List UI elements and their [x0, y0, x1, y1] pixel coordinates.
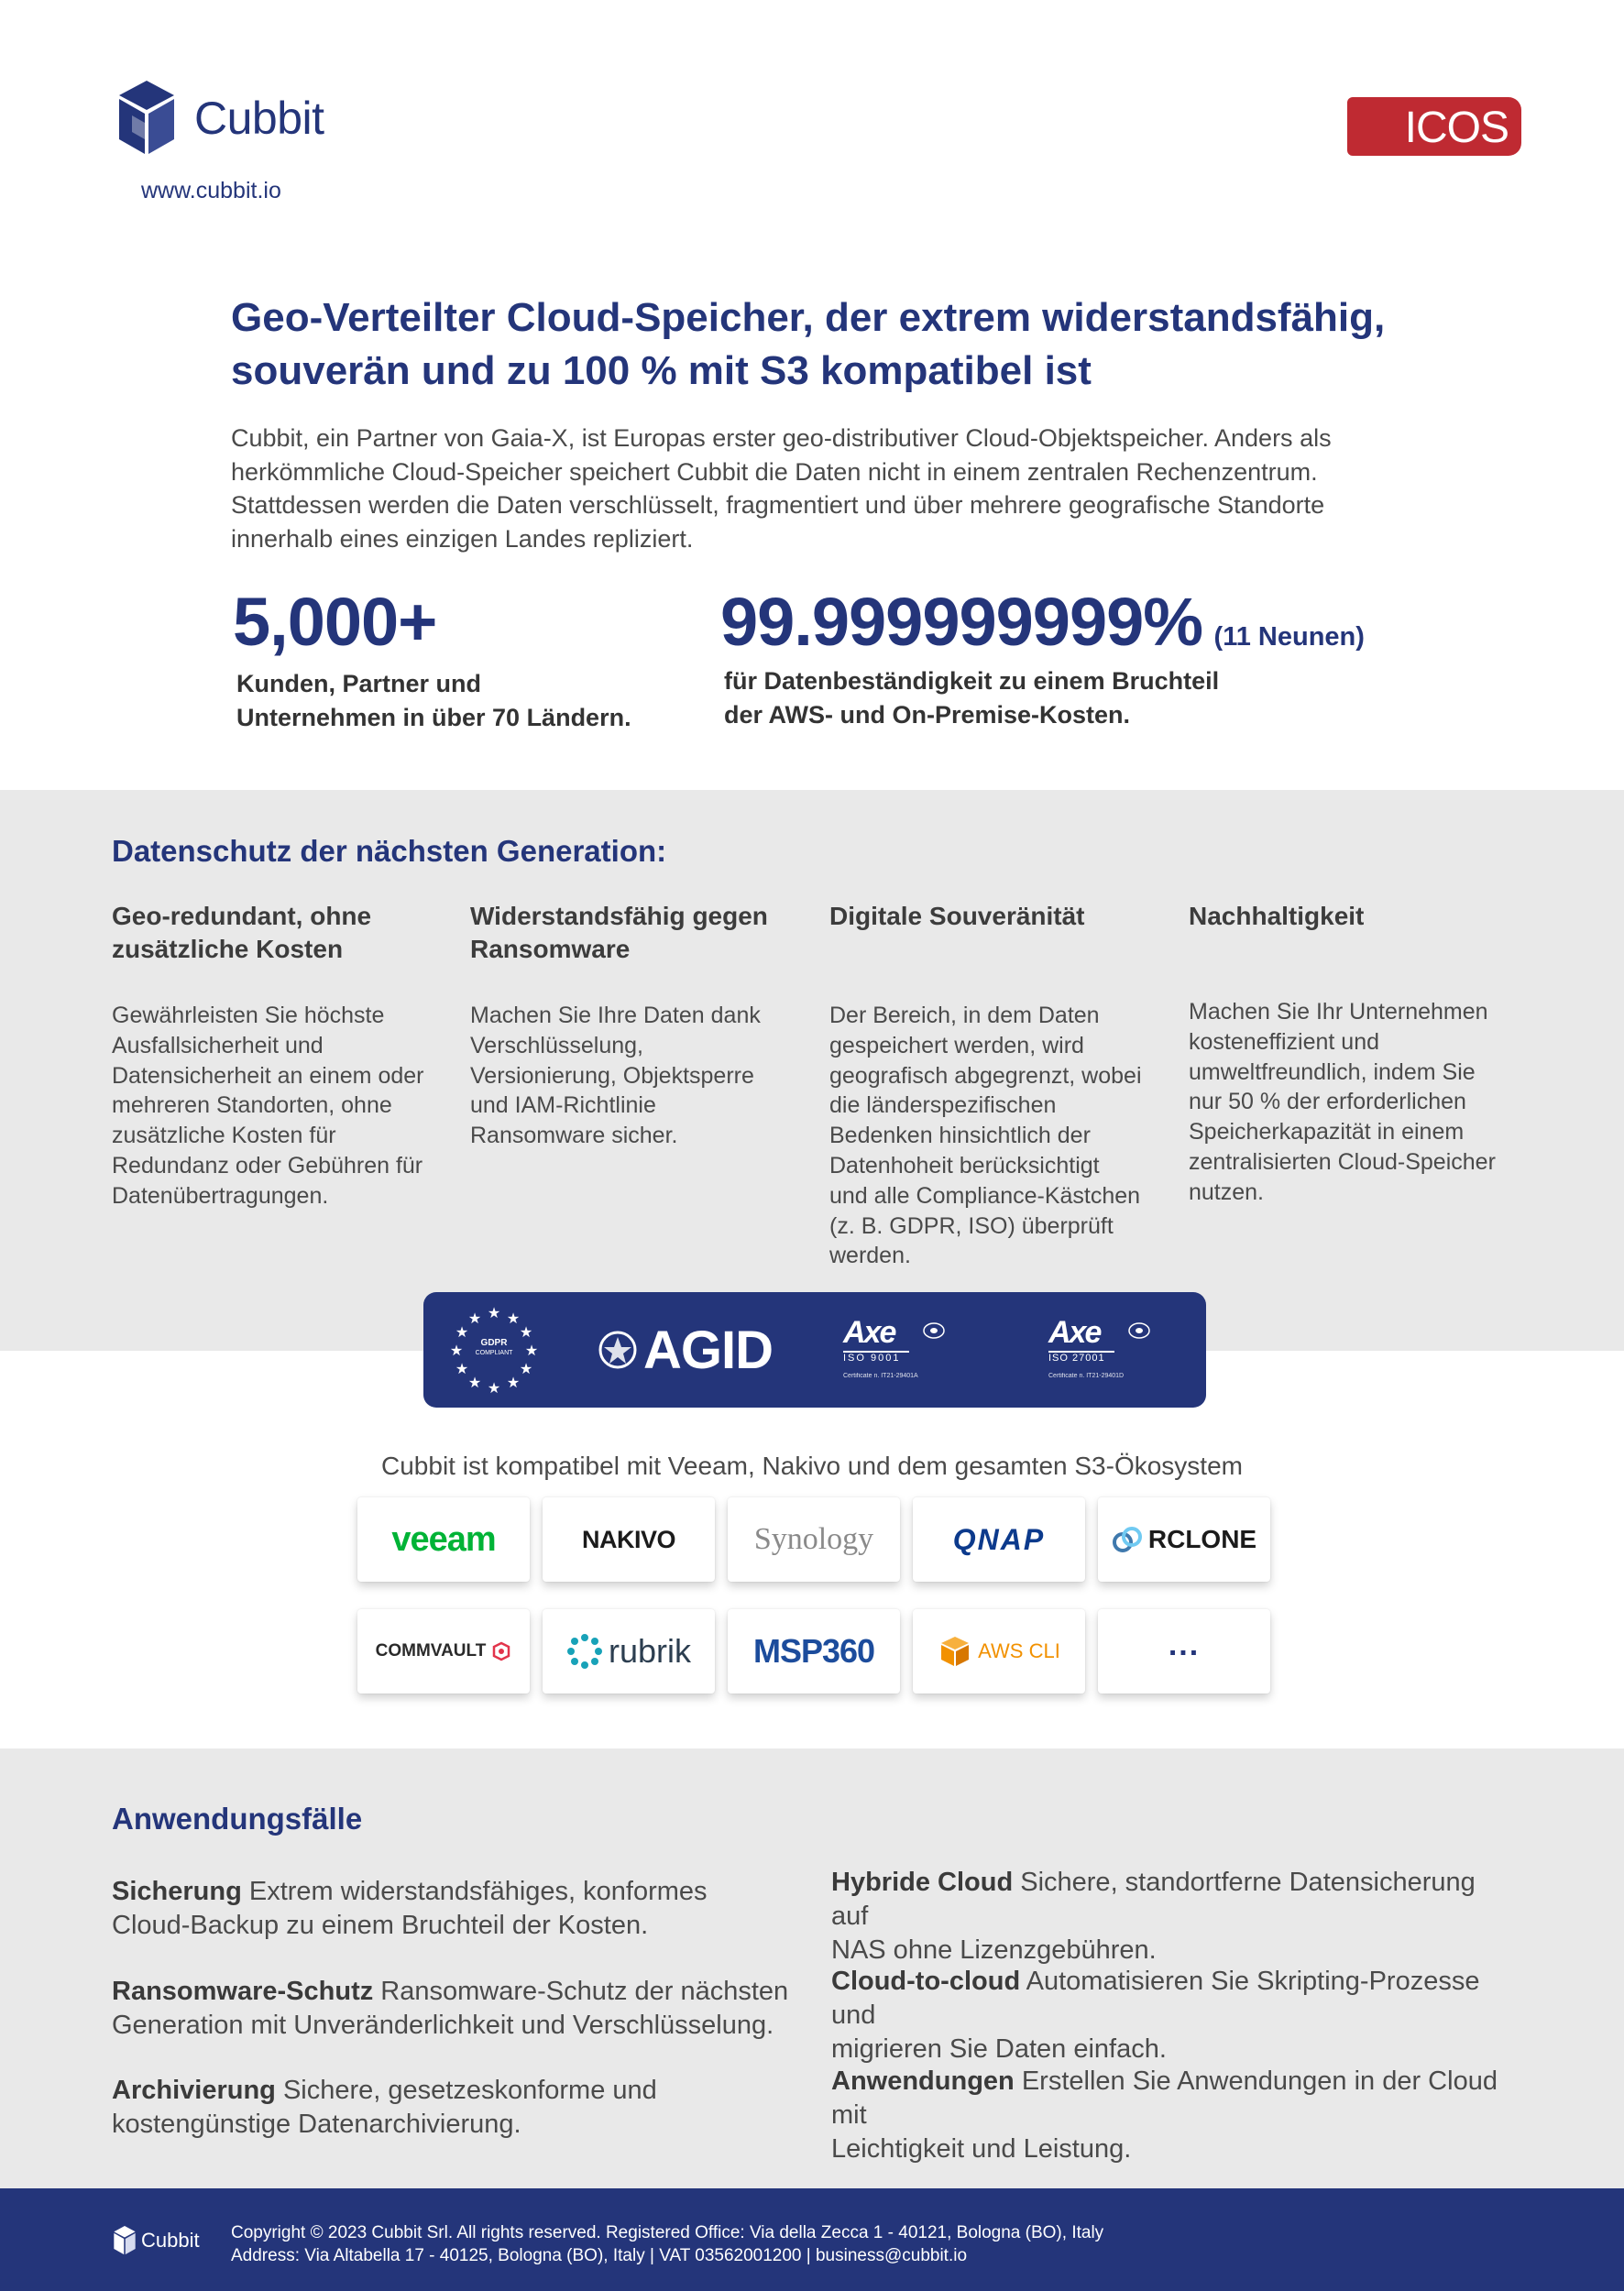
feature-body-line: umweltfreundlich, indem Sie	[1189, 1058, 1476, 1085]
use-case-text: Ransomware-Schutz der nächsten	[380, 1977, 789, 2006]
feature-body-line: mehreren Standorten, ohne	[112, 1092, 392, 1119]
feature-body-line: werden.	[829, 1243, 911, 1269]
footer-logo	[112, 2225, 203, 2262]
stat-caption-line: Unternehmen in über 70 Ländern.	[236, 704, 631, 731]
feature-body	[1189, 997, 1514, 1208]
intro-paragraph	[231, 422, 1422, 555]
commvault-logo	[357, 1609, 530, 1694]
use-case-text: Leichtigkeit und Leistung.	[831, 2134, 1132, 2164]
brand-name: Cubbit	[194, 93, 324, 144]
logo-text: NAKIVO	[581, 1525, 675, 1553]
commvault-icon	[491, 1641, 511, 1661]
feature-sovereignty	[829, 900, 1155, 1271]
logo-text: AWS CLI	[978, 1639, 1060, 1662]
feature-body-line: (z. B. GDPR, ISO) überprüft	[829, 1212, 1114, 1239]
use-case-text: Erstellen Sie Anwendungen in der Cloud mit	[831, 2066, 1498, 2130]
feature-body-line: geografisch abgegrenzt, wobei	[829, 1062, 1142, 1089]
svg-text:★: ★	[506, 1374, 521, 1391]
use-case-text: Sichere, gesetzeskonforme und	[282, 2076, 657, 2105]
feature-body-line: zentralisierten Cloud-Speicher	[1189, 1148, 1496, 1175]
axe-cert-number: Certificate n. IT21-29401A	[843, 1373, 918, 1379]
feature-body-line: und IAM-Richtlinie	[470, 1092, 656, 1119]
feature-sustainability	[1189, 900, 1514, 1208]
use-case-text: migrieren Sie Daten einfach.	[831, 2034, 1167, 2064]
logo-text: MSP360	[752, 1632, 875, 1670]
accreditation-icon	[922, 1321, 946, 1340]
gdpr-badge	[449, 1305, 539, 1395]
use-case-label: Archivierung	[112, 2076, 276, 2105]
stat-value: 5,000+	[233, 584, 437, 660]
svg-text:★: ★	[449, 1342, 464, 1359]
title-line: Geo-Verteilter Cloud-Speicher, der extrem widerstandsfähig,	[231, 295, 1386, 340]
synology-logo	[728, 1497, 900, 1582]
feature-body-line: zusätzliche Kosten für	[112, 1123, 336, 1149]
feature-body-line: Machen Sie Ihr Unternehmen	[1189, 999, 1488, 1025]
feature-title-line: Widerstandsfähig gegen	[470, 902, 768, 930]
use-case-cloud-to-cloud	[831, 1965, 1509, 2066]
section-title: Anwendungsfälle	[112, 1802, 363, 1836]
stat-durability-caption	[724, 664, 1219, 732]
section-title: Datenschutz der nächsten Generation:	[112, 834, 667, 868]
feature-body-line: Gewährleisten Sie höchste	[112, 1003, 385, 1028]
svg-text:★: ★	[519, 1323, 533, 1341]
accreditation-icon	[1127, 1321, 1151, 1340]
agid-logo	[598, 1318, 773, 1382]
feature-geo-redundant	[112, 900, 437, 1211]
stat-caption-line: der AWS- und On-Premise-Kosten.	[724, 701, 1131, 729]
nakivo-logo	[543, 1497, 715, 1582]
footer-legal	[231, 2221, 1103, 2267]
use-case-applications	[831, 2065, 1509, 2166]
use-case-text: Extrem widerstandsfähiges, konformes	[248, 1877, 708, 1906]
svg-text:★: ★	[467, 1374, 482, 1391]
feature-body-line: Ransomware sicher.	[470, 1123, 678, 1149]
use-case-label: Anwendungen	[831, 2066, 1015, 2096]
use-case-label: Ransomware-Schutz	[112, 1977, 374, 2006]
intro-line: Stattdessen werden die Daten verschlüsselt, fragmentiert und über mehrere geografische Standorte	[231, 491, 1325, 519]
footer-brand: Cubbit	[141, 2229, 200, 2252]
svg-text:★: ★	[487, 1305, 501, 1321]
feature-title-line: Ransomware	[470, 935, 631, 963]
agid-text: AGID	[643, 1320, 773, 1380]
veeam-logo	[357, 1497, 530, 1582]
svg-text:★: ★	[519, 1360, 533, 1377]
use-case-text: NAS ohne Lizenzgebühren.	[831, 1935, 1157, 1965]
feature-body-line: Machen Sie Ihre Daten dank	[470, 1003, 761, 1028]
feature-body-line: und alle Compliance-Kästchen	[829, 1182, 1141, 1209]
feature-body-line: Speicherkapazität in einem	[1189, 1119, 1465, 1146]
compatibility-title: Cubbit ist kompatibel mit Veeam, Nakivo und dem gesamten S3-Ökosystem	[381, 1452, 1243, 1480]
use-case-text: Cloud-Backup zu einem Bruchteil der Kosten.	[112, 1911, 649, 1940]
axe-iso27001-badge	[1048, 1316, 1158, 1389]
cubbit-cube-icon	[114, 79, 180, 158]
use-case-label: Hybride Cloud	[831, 1868, 1014, 1897]
msp360-logo	[728, 1609, 900, 1694]
svg-text:★: ★	[467, 1310, 482, 1327]
feature-body-line: Datenhoheit berücksichtigt	[829, 1152, 1100, 1178]
feature-title	[1189, 900, 1514, 997]
feature-body-line: gespeichert werden, wird	[829, 1032, 1084, 1058]
feature-body	[470, 1001, 796, 1151]
feature-body-line: kosteneffizient und	[1189, 1028, 1380, 1055]
italian-emblem-icon	[598, 1330, 638, 1370]
axe-logo-text: Axe	[843, 1315, 895, 1350]
use-case-text: Generation mit Unveränderlichkeit und Verschlüsselung.	[112, 2011, 774, 2040]
website-link[interactable]: www.cubbit.io	[141, 178, 281, 203]
feature-body-line: die länderspezifischen	[829, 1092, 1057, 1119]
stat-value: 99.999999999%	[720, 584, 1203, 660]
feature-body-line: Bedenken hinsichtlich der	[829, 1123, 1091, 1149]
stat-caption-line: für Datenbeständigkeit zu einem Bruchteil	[724, 667, 1220, 695]
axe-iso-label: ISO 9001	[843, 1351, 909, 1364]
stat-customers	[233, 583, 436, 661]
axe-iso-label: ISO 27001	[1048, 1351, 1114, 1364]
svg-text:★: ★	[455, 1323, 469, 1341]
footer-copyright: Copyright © 2023 Cubbit Srl. All rights reserved. Registered Office: Via della Zecca 1 - 40121, Bologna (BO), Italy	[231, 2223, 1104, 2242]
feature-ransomware	[470, 900, 796, 1151]
use-case-text: kostengünstige Datenarchivierung.	[112, 2110, 521, 2139]
gdpr-text: GDPR	[480, 1338, 508, 1348]
use-case-text: Sichere, standortferne Datensicherung auf	[831, 1868, 1476, 1931]
intro-line: herkömmliche Cloud-Speicher speichert Cubbit die Daten nicht in einem zentralen Rechenzentrum.	[231, 457, 1318, 486]
feature-body-line: Versionierung, Objektsperre	[470, 1062, 754, 1089]
feature-body-line: Der Bereich, in dem Daten	[829, 1003, 1100, 1028]
icos-logo	[1347, 97, 1521, 156]
intro-line: Cubbit, ein Partner von Gaia-X, ist Europas erster geo-distributiver Cloud-Objektspeicher. Anders als	[231, 424, 1332, 452]
cubbit-logo	[114, 79, 334, 161]
axe-cert-number: Certificate n. IT21-29401D	[1048, 1373, 1125, 1379]
cubbit-cube-icon	[112, 2225, 137, 2256]
stat-customers-caption	[236, 667, 631, 735]
use-case-label: Cloud-to-cloud	[831, 1967, 1021, 1996]
ellipsis-icon: ...	[1168, 1627, 1201, 1662]
rubrik-logo	[543, 1609, 715, 1694]
feature-body-line: Datenübertragungen.	[112, 1182, 329, 1209]
feature-title	[470, 900, 796, 1001]
feature-title	[112, 900, 437, 1001]
feature-body-line: Ausfallsicherheit und	[112, 1032, 324, 1058]
use-case-hybrid-cloud	[831, 1866, 1509, 1968]
feature-body	[829, 1001, 1155, 1271]
intro-line: innerhalb eines einzigen Landes repliziert.	[231, 524, 694, 553]
axe-iso9001-badge	[843, 1316, 953, 1389]
page-title	[231, 291, 1422, 398]
use-case-text: Automatisieren Sie Skripting-Prozesse und	[831, 1967, 1480, 2030]
feature-title-line: Nachhaltigkeit	[1189, 902, 1365, 930]
use-case-backup	[112, 1875, 790, 1943]
feature-body-line: Verschlüsselung,	[470, 1032, 644, 1058]
aws-cli-logo	[913, 1609, 1085, 1694]
logo-text: QNAP	[952, 1522, 1046, 1556]
logo-text: Synology	[753, 1522, 874, 1556]
svg-text:★: ★	[524, 1342, 539, 1359]
stat-durability	[720, 583, 1365, 661]
gdpr-subtext: COMPLIANT	[475, 1350, 513, 1356]
feature-body	[112, 1001, 437, 1211]
feature-body-line: nur 50 % der erforderlichen	[1189, 1089, 1466, 1115]
aws-box-icon	[938, 1634, 972, 1669]
feature-title-line: zusätzliche Kosten	[112, 935, 344, 963]
title-line: souverän und zu 100 % mit S3 kompatibel ist	[231, 348, 1092, 393]
rclone-icon	[1112, 1526, 1145, 1553]
certification-banner	[423, 1292, 1206, 1408]
feature-body-line: Datensicherheit an einem oder	[112, 1062, 424, 1089]
feature-title	[829, 900, 1155, 1001]
logo-text: RCLONE	[1147, 1525, 1257, 1553]
use-case-archiving	[112, 2074, 790, 2142]
logo-text: veeam	[391, 1519, 496, 1559]
svg-text:★: ★	[506, 1310, 521, 1327]
axe-logo-text: Axe	[1048, 1315, 1101, 1350]
feature-title-line: Geo-redundant, ohne	[112, 902, 372, 930]
use-case-label: Sicherung	[112, 1877, 242, 1906]
icos-logo-text: ICOS	[1404, 104, 1509, 152]
logo-text: rubrik	[608, 1632, 692, 1670]
use-case-ransomware	[112, 1975, 790, 2043]
feature-body-line: nutzen.	[1189, 1178, 1265, 1205]
feature-body-line: Redundanz oder Gebühren für	[112, 1152, 423, 1178]
stat-caption-line: Kunden, Partner und	[236, 670, 482, 697]
svg-text:★: ★	[487, 1379, 501, 1395]
stat-note: (11 Neunen)	[1213, 622, 1365, 652]
logo-text: COMMVAULT	[375, 1641, 487, 1661]
svg-text:★: ★	[455, 1360, 469, 1377]
footer-address: Address: Via Altabella 17 - 40125, Bologna (BO), Italy | VAT 03562001200 | business@cubbit.io	[231, 2246, 968, 2265]
rclone-logo	[1098, 1497, 1270, 1582]
more-integrations	[1098, 1609, 1270, 1694]
qnap-logo	[913, 1497, 1085, 1582]
rubrik-icon	[566, 1633, 603, 1670]
feature-title-line: Digitale Souveränität	[829, 902, 1085, 930]
